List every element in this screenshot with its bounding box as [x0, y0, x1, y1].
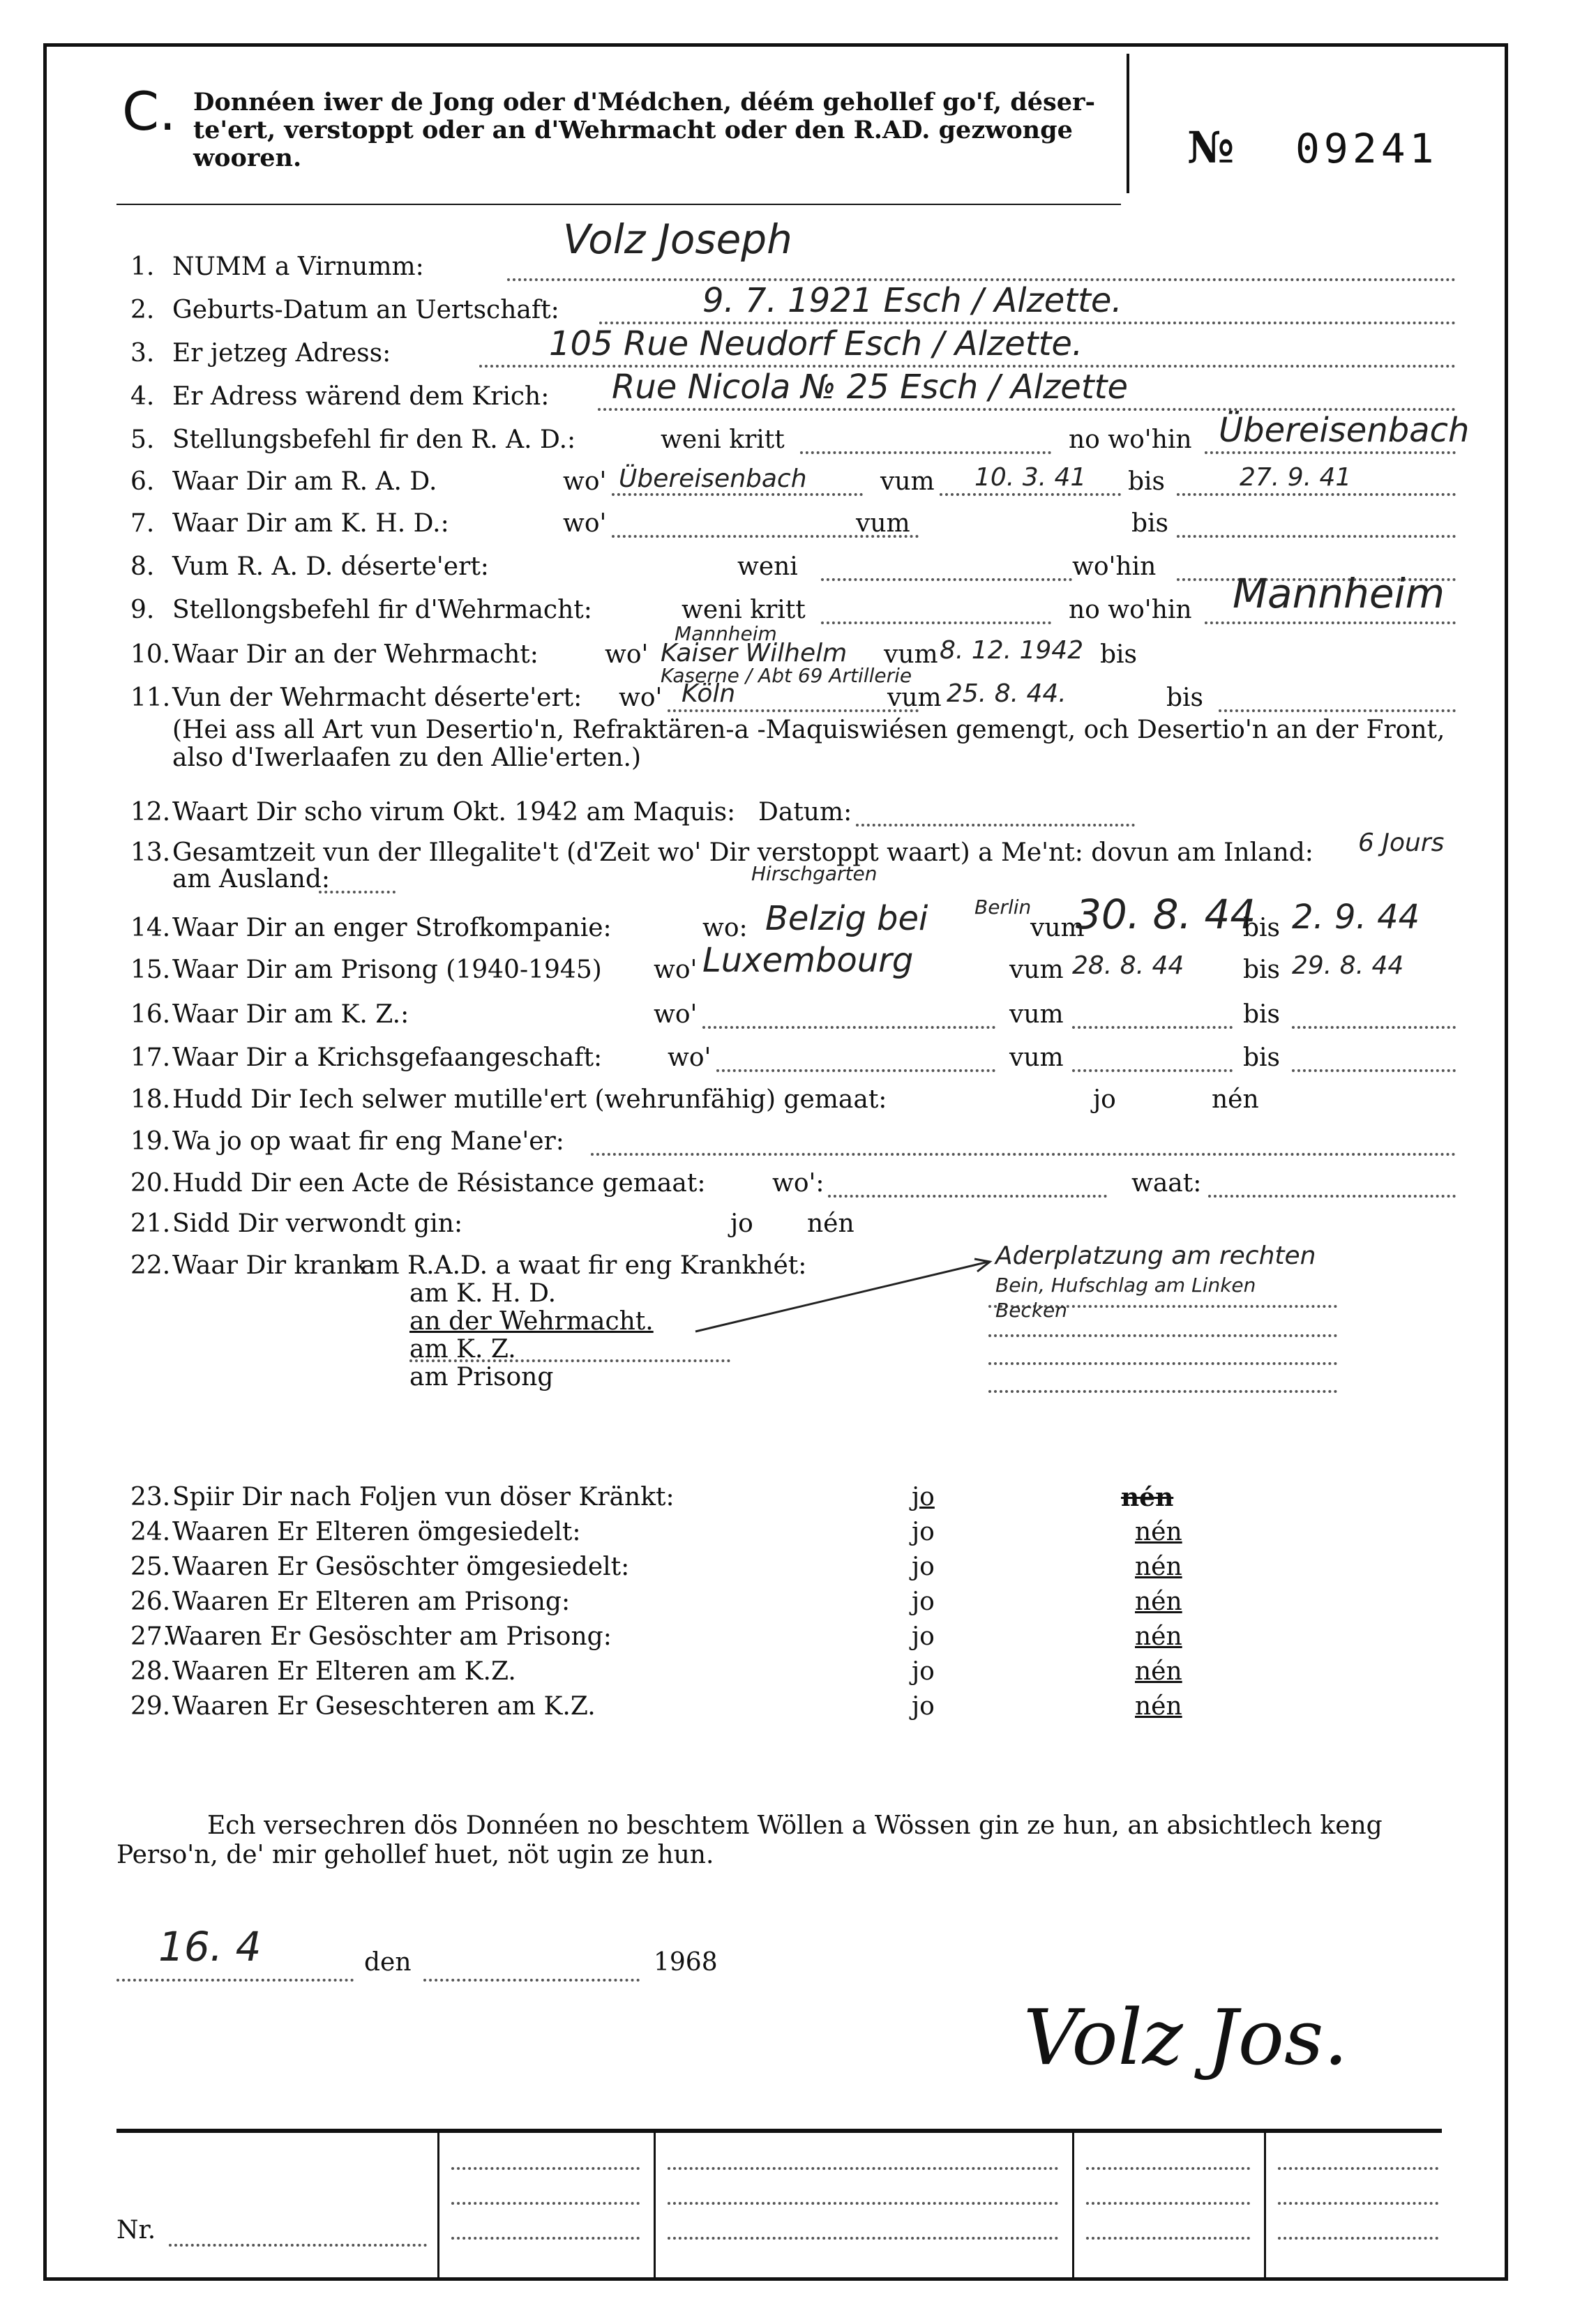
fill-line [1292, 1026, 1456, 1029]
item-number: 29. [130, 1692, 171, 1721]
answer-yes: jo [912, 1622, 935, 1651]
answer-yes: jo [730, 1209, 753, 1238]
item-22 [130, 1242, 1456, 1457]
fill-line [702, 1026, 995, 1029]
handwritten-value: Hirschgarten [751, 862, 878, 885]
item-1 [130, 216, 1456, 285]
item-23 [130, 1479, 1456, 1516]
handwritten-date: 16. 4 [158, 1923, 262, 1970]
item-number: 18. [130, 1085, 171, 1114]
item-2 [130, 281, 1456, 329]
handwritten-value: 8. 12. 1942 [940, 636, 1084, 665]
handwritten-war-address: Rue Nicola № 25 Esch / Alzette [612, 368, 1128, 407]
handwritten-rad-place: Übereisenbach [1219, 411, 1470, 450]
handwritten-value: Luxembourg [702, 941, 914, 980]
item-label: Stellungsbefehl fir den R. A. D.: [172, 425, 576, 454]
item-sublabel: bis [1243, 914, 1281, 942]
answer-no: nén [807, 1209, 855, 1238]
handwritten-value: Becken [995, 1299, 1068, 1322]
item-6 [130, 464, 1456, 500]
year-label: 1968 [654, 1948, 718, 1977]
handwritten-value: Aderplatzung am rechten [995, 1242, 1316, 1270]
header-divider [1127, 54, 1129, 193]
fill-line [821, 578, 1072, 581]
item-label: Waaren Er Elteren am Prisong: [172, 1587, 571, 1616]
item-sublabel: wo' [654, 956, 698, 984]
item-number: 27. [130, 1622, 171, 1651]
item-13 [130, 829, 1456, 893]
fill-line [1177, 535, 1456, 538]
item-sublabel: vum [880, 467, 935, 496]
item-sublabel: weni kritt [682, 596, 806, 624]
item-number: 15. [130, 956, 171, 984]
item-number: 16. [130, 1000, 171, 1029]
form-number: 09241 [1295, 125, 1438, 172]
item-number: 21. [130, 1209, 171, 1238]
fill-line [1219, 709, 1456, 712]
item-sublabel: am Ausland: [172, 865, 331, 893]
item-number: 1. [130, 252, 155, 281]
handwritten-value: Kaserne / Abt 69 Artillerie [661, 664, 912, 687]
item-number: 23. [130, 1483, 171, 1511]
item-number: 8. [130, 552, 155, 581]
answer-yes: jo [912, 1587, 935, 1616]
nr-fill-line [169, 2244, 427, 2247]
item-number: 12. [130, 798, 171, 827]
fill-line [716, 1069, 995, 1072]
item-number: 11. [130, 684, 171, 712]
item-20 [130, 1165, 1456, 1202]
answer-yes: jo [1093, 1085, 1116, 1114]
table-fill-line [451, 2167, 640, 2170]
item-sublabel: an der Wehrmacht. [409, 1307, 654, 1336]
item-label: Waaren Er Gesöschter ömgesiedelt: [172, 1553, 630, 1581]
item-sublabel: vum [884, 640, 938, 669]
handwritten-birth: 9. 7. 1921 Esch / Alzette. [702, 281, 1122, 320]
table-fill-line [668, 2202, 1058, 2205]
number-label: № [1187, 122, 1235, 173]
handwritten-value: Berlin [974, 896, 1032, 919]
table-fill-line [1086, 2237, 1250, 2240]
item-number: 25. [130, 1553, 171, 1581]
item-label: Er jetzeg Adress: [172, 339, 391, 368]
item-number: 6. [130, 467, 155, 496]
item-label: Waar Dir am K. H. D.: [172, 509, 449, 538]
answer-no: nén [1135, 1622, 1182, 1651]
handwritten-value: 29. 8. 44 [1292, 951, 1404, 980]
form-sheet [43, 43, 1508, 2281]
item-label: Waaren Er Elteren ömgesiedelt: [172, 1518, 581, 1546]
item-sublabel: bis [1100, 640, 1138, 669]
item-sublabel: vum [1030, 914, 1085, 942]
item-sublabel: vum [887, 684, 942, 712]
handwritten-value: Mannheim [675, 622, 777, 645]
item-16 [130, 997, 1456, 1033]
item-9 [130, 570, 1456, 628]
item-number: 17. [130, 1043, 171, 1072]
answer-no: nén [1135, 1518, 1182, 1546]
item-26 [130, 1584, 1456, 1620]
fill-line [1205, 621, 1456, 624]
item-sublabel: wo' [563, 509, 607, 538]
table-fill-line [451, 2202, 640, 2205]
fill-line [409, 1359, 730, 1362]
handwritten-value: 28. 8. 44 [1072, 951, 1184, 980]
table-divider [1072, 2132, 1074, 2277]
answer-yes: jo [912, 1692, 935, 1721]
item-number: 22. [130, 1251, 171, 1280]
fill-line [1208, 1195, 1456, 1198]
item-label: Hudd Dir Iech selwer mutille'ert (wehrunfähig) gemaat: [172, 1085, 887, 1114]
fill-line [828, 1195, 1107, 1198]
item-label: Waar Dir am R. A. D. [172, 467, 437, 496]
item-sublabel: am Prisong [409, 1363, 554, 1391]
handwritten-name: Volz Joseph [563, 216, 792, 263]
item-sublabel: weni [737, 552, 798, 581]
handwritten-address: 105 Rue Neudorf Esch / Alzette. [549, 324, 1083, 363]
item-label: Waar Dir am Prisong (1940-1945) [172, 956, 602, 984]
item-sublabel: bis [1243, 1000, 1281, 1029]
item-sublabel: vum [1009, 956, 1064, 984]
fill-line [1292, 1069, 1456, 1072]
item-sublabel: am K. H. D. [409, 1279, 557, 1308]
handwritten-value: 27. 9. 41 [1240, 463, 1352, 492]
item-5 [130, 411, 1470, 458]
table-fill-line [1086, 2202, 1250, 2205]
fill-line [319, 891, 396, 893]
item-number: 5. [130, 425, 155, 454]
handwritten-value: 10. 3. 41 [974, 463, 1087, 492]
answer-no: nén [1135, 1587, 1182, 1616]
item-12 [130, 794, 1456, 831]
item-sublabel: waat: [1131, 1169, 1202, 1198]
fill-line [821, 621, 1051, 624]
fill-line [800, 451, 1051, 454]
answer-yes: jo [912, 1553, 935, 1581]
item-label: Wa jo op waat fir eng Mane'er: [172, 1127, 564, 1156]
handwritten-value: 6 Jours [1358, 829, 1445, 857]
fill-line [988, 1334, 1337, 1337]
item-sublabel: am R.A.D. a waat fir eng Krankhét: [361, 1251, 807, 1280]
item-number: 20. [130, 1169, 171, 1198]
item-19 [130, 1124, 1456, 1160]
item-sublabel: wo': [772, 1169, 825, 1198]
item-label: Geburts-Datum an Uertschaft: [172, 296, 559, 324]
item-number: 10. [130, 640, 171, 669]
item-sublabel: no wo'hin [1069, 425, 1192, 454]
handwritten-value: 2. 9. 44 [1292, 898, 1420, 937]
item-sublabel: vum [856, 509, 910, 538]
table-divider [1264, 2132, 1266, 2277]
fill-line [1205, 451, 1456, 454]
item-label: Spiir Dir nach Foljen vun döser Kränkt: [172, 1483, 675, 1511]
item-label: Waaren Er Geseschteren am K.Z. [172, 1692, 596, 1721]
handwritten-value: Köln [682, 679, 736, 708]
item-sublabel: wo'hin [1072, 552, 1157, 581]
answer-no: nén [1121, 1483, 1174, 1512]
item-sublabel: bis [1128, 467, 1166, 496]
table-fill-line [1278, 2237, 1438, 2240]
handwritten-value: Belzig bei [765, 899, 928, 938]
item-number: 14. [130, 914, 171, 942]
answer-yes: jo [912, 1483, 935, 1511]
item-label: Waaren Er Elteren am K.Z. [172, 1657, 516, 1686]
item-sublabel: wo: [702, 914, 748, 942]
item-sublabel: wo' [619, 684, 663, 712]
item-28 [130, 1654, 1456, 1690]
item-number: 2. [130, 296, 155, 324]
item-4 [130, 368, 1456, 415]
item-number: 19. [130, 1127, 171, 1156]
item-sublabel: bis [1131, 509, 1169, 538]
header-rule [116, 204, 1121, 205]
table-fill-line [451, 2237, 640, 2240]
item-number: 26. [130, 1587, 171, 1616]
handwritten-value: 25. 8. 44. [947, 679, 1067, 708]
item-sublabel: bis [1243, 1043, 1281, 1072]
item-label: Waar Dir am K. Z.: [172, 1000, 409, 1029]
item-18 [130, 1082, 1456, 1118]
date-fill-line [116, 1979, 354, 1982]
item-sublabel: wo' [654, 1000, 698, 1029]
item-3 [130, 324, 1456, 372]
item-number: 4. [130, 382, 155, 411]
item-label: Er Adress wärend dem Krich: [172, 382, 550, 411]
arrow-icon [682, 1255, 1002, 1338]
table-divider [437, 2132, 439, 2277]
item-11 [130, 679, 1456, 772]
table-fill-line [668, 2237, 1058, 2240]
handwritten-value: 30. 8. 44 [1076, 891, 1256, 938]
table-divider [654, 2132, 656, 2277]
item-sublabel: weni kritt [661, 425, 785, 454]
item-10 [130, 622, 1456, 687]
signature: Volz Jos. [1023, 1993, 1348, 2082]
handwritten-value: Übereisenbach [619, 465, 807, 493]
section-heading: Donnéen iwer de Jong oder d'Médchen, déém gehollef go'f, déser-te'ert, verstoppt oder an d'Wehrmacht oder den R.AD. gezwonge wooren. [193, 88, 1095, 172]
item-sublabel: wo' [563, 467, 607, 496]
item-label: Hudd Dir een Acte de Résistance gemaat: [172, 1169, 706, 1198]
item-sublabel: no wo'hin [1069, 596, 1192, 624]
item-sublabel: am K. Z. [409, 1335, 516, 1364]
fill-line [988, 1362, 1337, 1365]
item-label: NUMM a Virnumm: [172, 252, 424, 281]
table-fill-line [1278, 2167, 1438, 2170]
handwritten-wehrmacht-place: Mannheim [1233, 570, 1445, 617]
item-17 [130, 1040, 1456, 1076]
item-number: 13. [130, 838, 171, 867]
item-27 [130, 1619, 1456, 1655]
item-label: Stellongsbefehl fir d'Wehrmacht: [172, 596, 592, 624]
item-24 [130, 1514, 1456, 1551]
item-label: Waar Dir a Krichsgefaangeschaft: [172, 1043, 603, 1072]
item-sublabel: wo' [605, 640, 649, 669]
declaration-text: Ech versechren dös Donnéen no beschtem Wöllen a Wössen gin ze hun, an absichtlech keng Perso'n, de' mir gehollef huet, nöt ugin ze hun. [116, 1811, 1383, 1869]
item-number: 9. [130, 596, 155, 624]
handwritten-value: Kaiser Wilhelm [661, 639, 848, 667]
item-sublabel: wo' [668, 1043, 712, 1072]
answer-no: nén [1212, 1085, 1259, 1114]
item-label: Gesamtzeit vun der Illegalite't (d'Zeit wo' Dir verstoppt waart) a Me'nt: dovun am Inland: [172, 838, 1313, 867]
answer-yes: jo [912, 1518, 935, 1546]
item-29 [130, 1689, 1456, 1725]
answer-yes: jo [912, 1657, 935, 1686]
item-label: Waar Dir an der Wehrmacht: [172, 640, 539, 669]
item-label: Waaren Er Gesöschter am Prisong: [165, 1622, 612, 1651]
item-15 [130, 941, 1456, 988]
fill-line [1072, 1026, 1233, 1029]
item-number: 28. [130, 1657, 171, 1686]
fill-line [1072, 1069, 1233, 1072]
table-fill-line [1278, 2202, 1438, 2205]
fill-line [988, 1390, 1337, 1393]
answer-no: nén [1135, 1553, 1182, 1581]
date-fill-line [423, 1979, 640, 1982]
item-label: Vun der Wehrmacht déserte'ert: [172, 684, 582, 712]
item-sublabel: bis [1166, 684, 1204, 712]
item-label: Waart Dir scho virum Okt. 1942 am Maquis: [172, 798, 736, 827]
section-letter: C. [122, 80, 176, 142]
item-label: Sidd Dir verwondt gin: [172, 1209, 463, 1238]
item-sublabel: vum [1009, 1000, 1064, 1029]
bottom-rule [116, 2129, 1442, 2133]
table-fill-line [1086, 2167, 1250, 2170]
handwritten-value: Bein, Hufschlag am Linken [995, 1274, 1256, 1297]
item-number: 7. [130, 509, 155, 538]
nr-label: Nr. [116, 2216, 156, 2245]
item-note: (Hei ass all Art vun Desertio'n, Refraktären-a -Maquiswiésen gemengt, och Desertio'n an der Front, also d'Iwerlaafen zu den Allie'erten.) [172, 716, 1445, 772]
item-label: Vum R. A. D. déserte'ert: [172, 552, 489, 581]
item-sublabel: bis [1243, 956, 1281, 984]
item-7 [130, 506, 1456, 542]
item-number: 24. [130, 1518, 171, 1546]
answer-no: nén [1135, 1692, 1182, 1721]
fill-line [856, 824, 1135, 827]
table-fill-line [668, 2167, 1058, 2170]
item-21 [130, 1206, 1456, 1242]
item-25 [130, 1549, 1456, 1585]
fill-line [591, 1153, 1456, 1156]
answer-no: nén [1135, 1657, 1182, 1686]
item-sublabel: Datum: [758, 798, 852, 827]
item-label: Waar Dir an enger Strofkompanie: [172, 914, 612, 942]
item-label: Waar Dir krank: [172, 1251, 377, 1280]
item-sublabel: vum [1009, 1043, 1064, 1072]
item-number: 3. [130, 339, 155, 368]
den-label: den [364, 1948, 412, 1977]
